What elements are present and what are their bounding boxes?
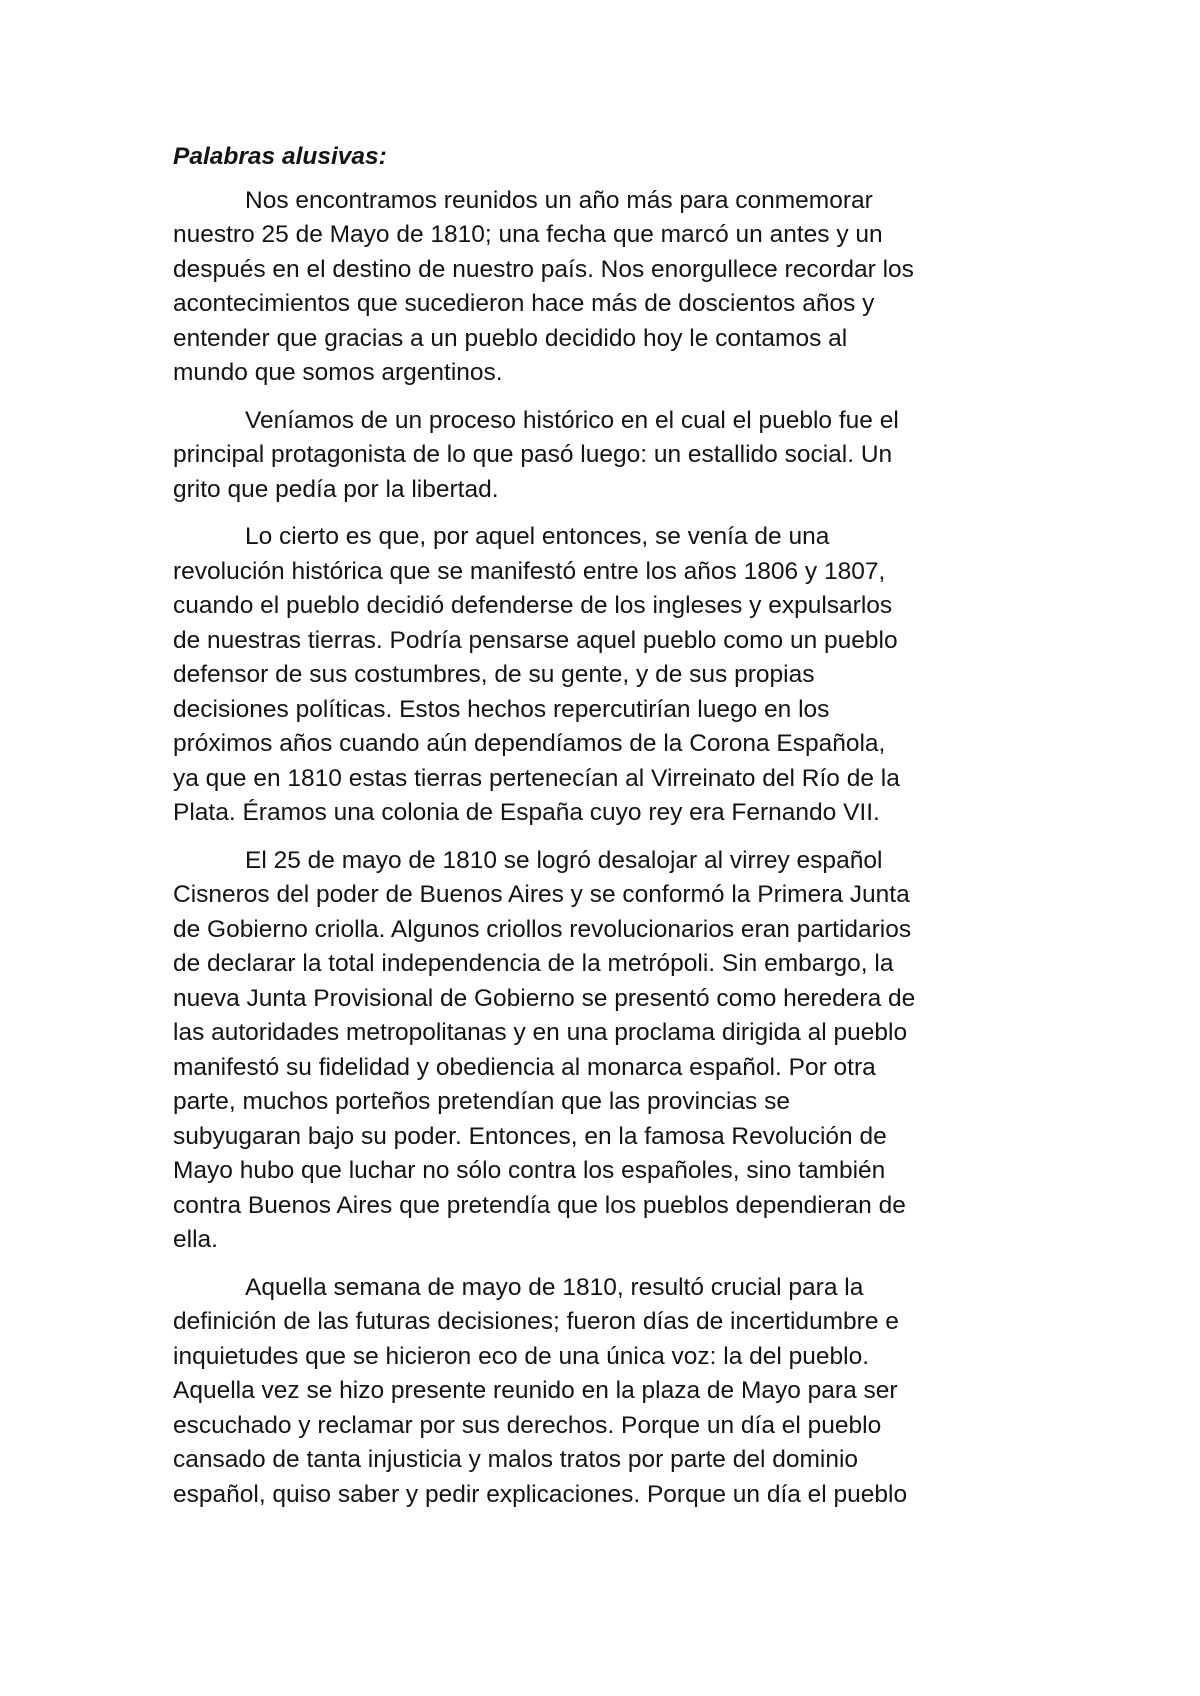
- paragraph-line: Aquella semana de mayo de 1810, resultó crucial para la: [245, 1273, 864, 1301]
- paragraph-line: mundo que somos argentinos.: [173, 359, 503, 386]
- paragraph-line: decisiones políticas. Estos hechos repercutirían luego en los: [173, 695, 830, 723]
- paragraph-line: Nos encontramos reunidos un año más para conmemorar: [245, 186, 873, 214]
- paragraph-line: subyugaran bajo su poder. Entonces, en la famosa Revolución de: [173, 1122, 887, 1150]
- paragraph-line: cuando el pueblo decidió defenderse de los ingleses y expulsarlos: [173, 592, 893, 619]
- paragraph-5: [173, 1271, 1043, 1513]
- paragraph-line: escuchado y reclamar por sus derechos. Porque un día el pueblo: [173, 1411, 882, 1439]
- paragraph-2: [173, 404, 1043, 508]
- paragraph-line: próximos años cuando aún dependíamos de la Corona Española,: [173, 730, 886, 757]
- paragraph-line: inquietudes que se hicieron eco de una única voz: la del pueblo.: [173, 1342, 870, 1370]
- paragraph-line: parte, muchos porteños pretendían que las provincias se: [173, 1088, 790, 1115]
- paragraph-line: ella.: [173, 1226, 218, 1253]
- paragraph-line: manifestó su fidelidad y obediencia al monarca español. Por otra: [173, 1053, 876, 1081]
- paragraph-1: [173, 184, 1043, 391]
- paragraph-line: ya que en 1810 estas tierras pertenecían al Virreinato del Río de la: [173, 764, 900, 792]
- paragraph-line: Plata. Éramos una colonia de España cuyo rey era Fernando VII.: [173, 799, 880, 826]
- paragraph-line: cansado de tanta injusticia y malos tratos por parte del dominio: [173, 1446, 859, 1473]
- paragraph-line: revolución histórica que se manifestó entre los años 1806 y 1807,: [173, 557, 886, 585]
- paragraph-line: defensor de sus costumbres, de su gente, y de sus propias: [173, 661, 815, 688]
- paragraph-line: entender que gracias a un pueblo decidido hoy le contamos al: [173, 324, 848, 352]
- paragraph-3: [173, 520, 1043, 831]
- paragraph-line: definición de las futuras decisiones; fueron días de incertidumbre e: [173, 1308, 899, 1335]
- paragraph-line: acontecimientos que sucedieron hace más de doscientos años y: [173, 290, 875, 317]
- document-heading: Palabras alusivas:: [173, 143, 387, 170]
- paragraph-line: principal protagonista de lo que pasó luego: un estallido social. Un: [173, 441, 893, 468]
- paragraph-line: de declarar la total independencia de la metrópoli. Sin embargo, la: [173, 950, 894, 977]
- paragraph-line: las autoridades metropolitanas y en una proclama dirigida al pueblo: [173, 1019, 908, 1046]
- document-page: [173, 140, 1043, 1525]
- paragraph-line: nuestro 25 de Mayo de 1810; una fecha que marcó un antes y un: [173, 221, 883, 248]
- paragraph-line: Cisneros del poder de Buenos Aires y se conformó la Primera Junta: [173, 881, 910, 908]
- paragraph-line: Mayo hubo que luchar no sólo contra los españoles, sino también: [173, 1157, 886, 1184]
- paragraph-line: Aquella vez se hizo presente reunido en la plaza de Mayo para ser: [173, 1377, 898, 1404]
- paragraph-line: contra Buenos Aires que pretendía que los pueblos dependieran de: [173, 1191, 906, 1219]
- paragraph-line: grito que pedía por la libertad.: [173, 475, 499, 503]
- paragraph-line: Lo cierto es que, por aquel entonces, se venía de una: [245, 523, 830, 550]
- paragraph-line: nueva Junta Provisional de Gobierno se presentó como heredera de: [173, 984, 916, 1012]
- paragraph-line: después en el destino de nuestro país. Nos enorgullece recordar los: [173, 255, 914, 283]
- paragraph-line: de nuestras tierras. Podría pensarse aquel pueblo como un pueblo: [173, 626, 898, 654]
- paragraph-4: [173, 844, 1043, 1258]
- paragraph-line: de Gobierno criolla. Algunos criollos revolucionarios eran partidarios: [173, 915, 912, 943]
- paragraph-line: español, quiso saber y pedir explicaciones. Porque un día el pueblo: [173, 1480, 908, 1508]
- paragraph-line: El 25 de mayo de 1810 se logró desalojar al virrey español: [245, 846, 883, 874]
- paragraph-line: Veníamos de un proceso histórico en el cual el pueblo fue el: [245, 406, 899, 434]
